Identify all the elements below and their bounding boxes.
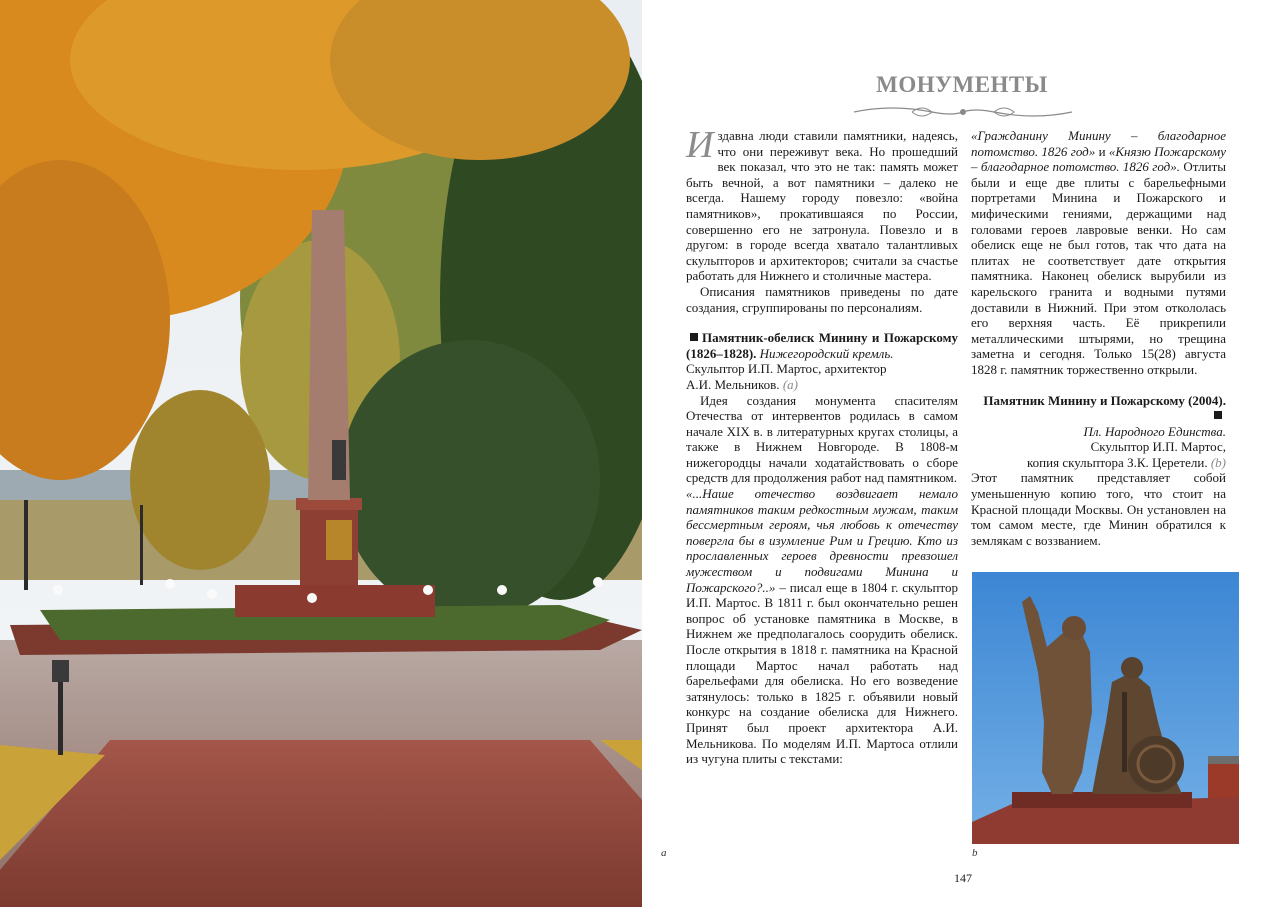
drop-cap: И xyxy=(686,124,714,166)
text-column-2 xyxy=(971,128,1226,548)
monument2-text: Этот памятник представляет собой уменьшенную копию того, что стоит на Красной площади Москвы. Он установлен на том самом месте, где Минин обратился к землякам с воззванием. xyxy=(971,470,1226,548)
monument1-sculptor: Скульптор И.П. Мартос, архитектор xyxy=(686,361,887,377)
page-number: 147 xyxy=(954,871,972,885)
statue-photo xyxy=(972,572,1239,844)
monument2-copy: копия скульптора З.К. Церетели. (b) xyxy=(1027,454,1226,470)
monument2-sculptor: Скульптор И.П. Мартос, xyxy=(1090,439,1226,455)
text-column-1 xyxy=(686,124,958,767)
monument2-location: Пл. Народного Единства. xyxy=(1083,423,1226,439)
monument1-inscriptions: «Гражданину Минину – благодарное потомство. 1826 год» и «Князю Пожарскому – благодарное потомство. 1826 год». Отлиты были и еще две плиты с барельефными портретами Минина и Пожарского и мифическими гениями, держащими над головами героев лавровые венки. Но сам обелиск еще не был готов, так что дата на плитах не соответствует дате открытия памятника. Наконец обелиск вырубили из карельского гранита и водными путями доставили в Нижний. При этом откололась его верхняя часть. Её прикрепили металлическими штырями, но трещина заметна и сегодня. Только 15(28) августа 1828 г. памятник торжественно открыли. xyxy=(971,128,1226,377)
title-ornament xyxy=(852,102,1074,122)
monument1-heading: Памятник-обелиск Минину и Пожарскому (1826–1828). Нижегородский кремль. xyxy=(686,330,958,361)
bullet-square-icon xyxy=(1214,411,1222,419)
caption-a: a xyxy=(661,847,667,859)
bullet-square-icon xyxy=(690,333,698,341)
monument1-text1: Идея создания монумента спасителям Отечества от интервентов родилась в самом начале XIX в. в литературных кругах столицы, а также в Нижнем Новгороде. В 1808-м нижегородцы начали ходатайствовать о сборе средств для продолжения работ над памятником. xyxy=(686,392,958,486)
page-title: МОНУМЕНТЫ xyxy=(876,72,1048,97)
obelisk-photo xyxy=(0,0,642,907)
monument1-quote: «...Наше отечество воздвигает немало памятников таким редкостным мужам, таким бессмертным героям, чья любовь к отечеству повергла бы в изумление Рим и Грецию. Кто из прославленных героев древности превзошел мужеством и подвигами Минина и Пожарского?..» – писал еще в 1804 г. скульптор И.П. Мартос. В 1811 г. был окончательно решен вопрос об установке памятника в Москве, в Нижнем же предполагалось соорудить обелиск. После открытия в 1818 г. памятника на Красной площади Мартос начал работать над барельефами для обелиска. Но его возведение затянулось: только в 1825 г. объявили новый конкурс на создание обелиска для Нижнего. Принят был проект архитектора А.И. Мельникова. По моделям И.П. Мартоса отлили из чугуна плиты с текстами: xyxy=(686,486,958,767)
monument1-architect: А.И. Мельников. (a) xyxy=(686,376,798,392)
intro-paragraph: Издавна люди ставили памятники, надеясь, что они переживут века. Но прошедший век показал, что это не так: память может быть вечной, а вот памятники – далеко не всегда. Нашему городу повезло: «война памятников», прокатившаяся по России, совершенно его не затронула. Повезло и в другом: в городе всегда хватало талантливых скульпторов и архитекторов; считали за счастье работать для Нижнего и столичные мастера. xyxy=(686,124,958,284)
monument2-heading: Памятник Минину и Пожарскому (2004). xyxy=(971,393,1226,424)
intro-note: Описания памятников приведены по дате создания, сгруппированы по персоналиям. xyxy=(686,283,958,315)
caption-b: b xyxy=(972,847,978,859)
